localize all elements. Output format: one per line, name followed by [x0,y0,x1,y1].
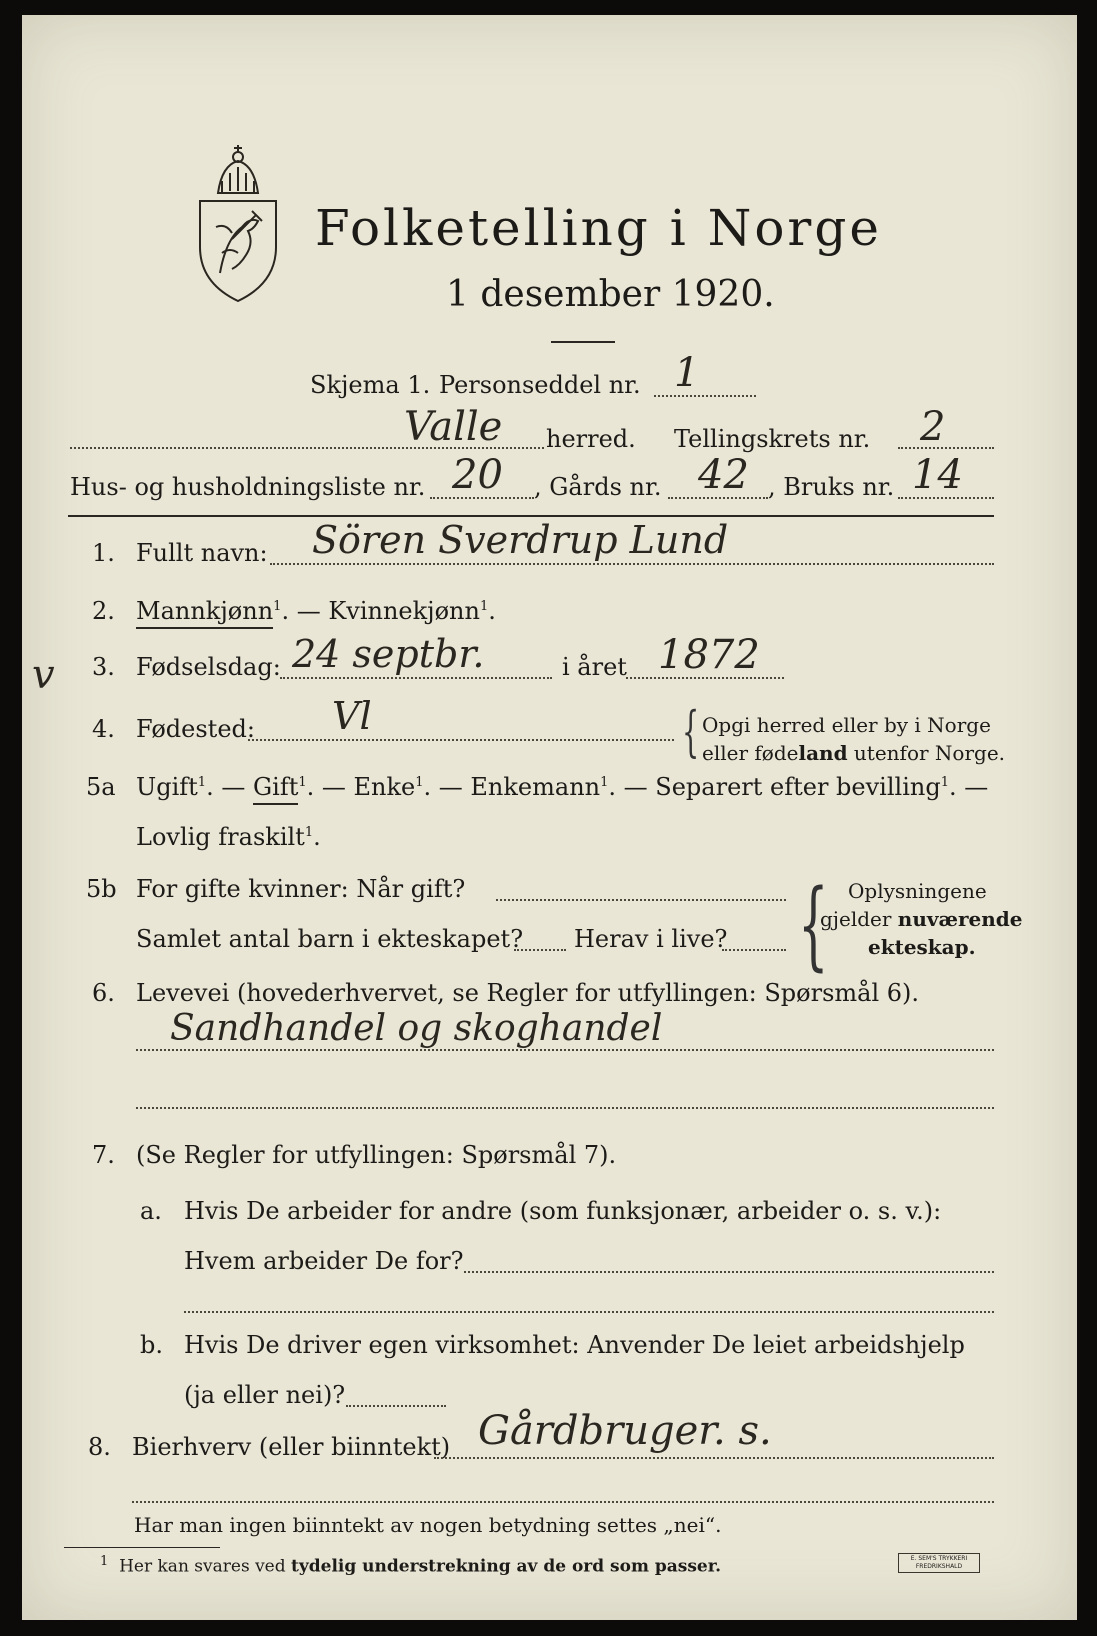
q5a-number: 5a [86,773,116,801]
census-form-sheet [22,15,1077,1620]
herred-label: herred. [546,425,636,453]
marriage-note-brace: { [798,869,829,981]
gender-male-option[interactable]: Mannkjønn [136,597,273,629]
occupation-field-1[interactable] [136,1049,994,1051]
footnote-ref: 1 [304,825,314,840]
footnote-ref: 1 [479,599,489,614]
status-sep: . — [206,773,253,801]
husliste-label: Hus- og husholdningsliste nr. [70,473,426,501]
married-option[interactable]: Gift [253,773,298,805]
gender-end: . [488,597,496,625]
widower-option[interactable]: . — Enkemann [423,773,601,801]
footnote-mark: 1 [100,1554,109,1569]
q1-label: Fullt navn: [136,539,268,567]
divorced-end: . [313,823,321,851]
q8-number: 8. [88,1433,111,1461]
side-income-field-1[interactable] [434,1457,994,1459]
printer-stamp-text: E. SEM'S TRYKKERI FREDRIKSHALD [910,1555,968,1570]
no-income-note: Har man ingen biinntekt av nogen betydning settes „nei“. [134,1513,722,1537]
q3-number: 3. [92,653,115,681]
divorced-option[interactable]: Lovlig fraskilt [136,823,305,851]
side-income-field-2[interactable] [132,1501,994,1503]
q8-label: Bierhverv (eller biinntekt) [132,1433,451,1461]
q4-label: Fødested: [136,715,255,743]
children-alive-field[interactable] [722,949,786,951]
married-when-field[interactable] [496,899,786,901]
q2-number: 2. [92,597,115,625]
personseddel-value: 1 [674,350,700,396]
footnote-b: tydelig understrekning av de ord som passer. [291,1556,722,1577]
status-end: . — [948,773,989,801]
birthplace-note-1: Opgi herred eller by i Norge [702,713,991,737]
tellingskrets-value: 2 [920,404,946,450]
marriage-note-3: ekteskap. [868,935,976,959]
q7b-line-1: Hvis De driver egen virksomhet: Anvender De leiet arbeidshjelp [184,1331,965,1359]
children-total-field[interactable] [514,949,566,951]
schema-label: Skjema 1. [310,371,431,399]
birthplace-note-2b: land [798,741,848,765]
married-when-label: For gifte kvinner: Når gift? [136,875,466,903]
occupation-field-2[interactable] [136,1107,994,1109]
footnote-ref: 1 [600,775,609,790]
footnote-ref: 1 [298,775,307,790]
marriage-note-1: Oplysningene [848,879,987,903]
printer-stamp [898,1553,980,1573]
personseddel-field[interactable] [654,395,756,397]
marital-status-line [136,775,988,799]
gender-separator: . — [281,597,329,625]
gards-label: , Gårds nr. [534,473,662,501]
birthplace-note-2c: utenfor Norge. [847,741,1006,765]
footnote-a: Her kan svares ved [119,1556,292,1577]
q1-number: 1. [92,539,115,567]
widow-option[interactable]: . — Enke [306,773,416,801]
marriage-note-2 [820,909,1023,929]
title-divider [551,341,615,343]
full-name-value: Sören Sverdrup Lund [312,518,729,562]
employer-field-2[interactable] [184,1311,994,1313]
q5b-number: 5b [86,875,117,903]
tellingskrets-field[interactable] [898,447,994,449]
footnote-ref: 1 [197,775,207,790]
header-divider [68,515,994,517]
birthplace-note-2 [702,743,1005,763]
form-title: Folketelling i Norge [315,199,882,257]
census-date: 1 desember 1920. [446,274,775,315]
children-alive-label: Herav i live? [574,925,728,953]
marriage-note-2b: nuværende [897,907,1023,931]
q6-number: 6. [92,979,115,1007]
footnote-divider [64,1547,220,1548]
birthday-value: 24 septbr. [292,632,485,676]
birthplace-note-brace: { [682,700,700,763]
birthplace-value: Vl [332,694,372,738]
birthplace-note-2a: eller føde [702,741,799,765]
q4-number: 4. [92,715,115,743]
full-name-field[interactable] [270,563,994,565]
tellingskrets-label: Tellingskrets nr. [674,425,871,453]
side-income-value: Gårdbruger. s. [478,1408,772,1454]
bruks-value: 14 [912,452,963,498]
marriage-note-2a: gjelder [820,907,898,931]
q6-label: Levevei (hovederhvervet, se Regler for utfyllingen: Spørsmål 6). [136,979,920,1007]
q7b-line-2: (ja eller nei)? [184,1381,346,1409]
occupation-value: Sandhandel og skoghandel [170,1008,663,1049]
hired-help-field[interactable] [346,1405,446,1407]
separated-option[interactable]: . — Separert efter bevilling [608,773,941,801]
divorced-line [136,825,321,849]
q7a-letter: a. [140,1197,162,1225]
children-total-label: Samlet antal barn i ekteskapet? [136,925,524,953]
q7-label: (Se Regler for utfyllingen: Spørsmål 7). [136,1141,617,1169]
birth-year-label: i året [562,653,627,681]
q3-label: Fødselsdag: [136,653,281,681]
bruks-label: , Bruks nr. [768,473,895,501]
husliste-value: 20 [452,452,503,498]
gards-value: 42 [698,452,749,498]
birthday-field[interactable] [280,677,552,679]
q7a-line-1: Hvis De arbeider for andre (som funksjonær, arbeider o. s. v.): [184,1197,942,1225]
footnote-ref: 1 [940,775,949,790]
footnote-ref: 1 [415,775,424,790]
q2-line [136,599,496,623]
employer-field-1[interactable] [464,1271,994,1273]
herred-value: Valle [404,404,503,450]
q7b-letter: b. [140,1331,163,1359]
footnote [100,1555,721,1576]
personseddel-label: Personseddel nr. [439,371,641,399]
margin-check-mark: v [32,652,55,698]
unmarried-option[interactable]: Ugift [136,773,198,801]
birthplace-field[interactable] [248,739,674,741]
norwegian-coat-of-arms-icon [192,143,284,303]
birth-year-value: 1872 [658,632,760,678]
footnote-ref: 1 [273,599,282,614]
q7a-line-2: Hvem arbeider De for? [184,1247,464,1275]
gender-female-option[interactable]: Kvinnekjønn [328,597,480,625]
q7-number: 7. [92,1141,115,1169]
